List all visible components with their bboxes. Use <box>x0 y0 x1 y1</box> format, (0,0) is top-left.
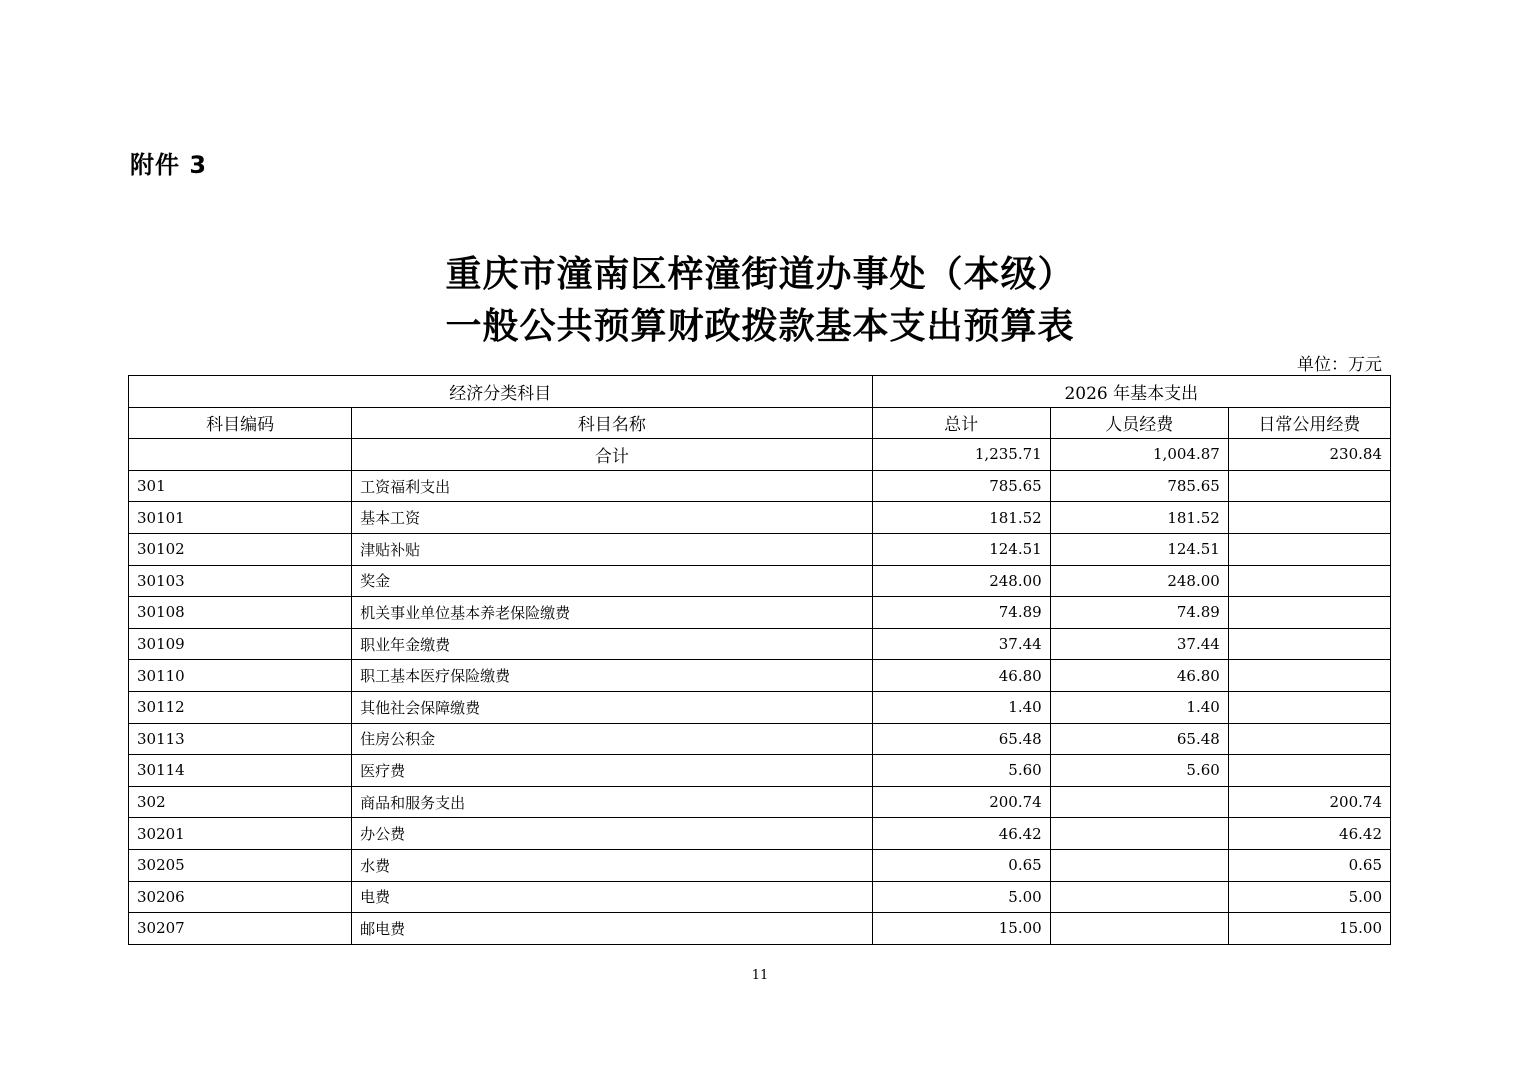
row-code-cell: 30112 <box>129 691 352 723</box>
row-total-cell: 5.60 <box>872 755 1050 787</box>
row-code-cell: 30205 <box>129 849 352 881</box>
table-row <box>129 691 1391 723</box>
row-daily-cell: 15.00 <box>1228 913 1390 945</box>
row-personnel-cell <box>1050 786 1228 818</box>
row-name-cell: 基本工资 <box>352 502 872 534</box>
personnel-column-header: 人员经费 <box>1050 407 1228 439</box>
row-personnel-cell <box>1050 881 1228 913</box>
row-daily-cell: 0.65 <box>1228 849 1390 881</box>
row-daily-cell <box>1228 470 1390 502</box>
row-personnel-cell: 248.00 <box>1050 565 1228 597</box>
row-code-cell: 30113 <box>129 723 352 755</box>
row-personnel-cell <box>1050 849 1228 881</box>
row-total-cell: 124.51 <box>872 533 1050 565</box>
row-daily-cell <box>1228 691 1390 723</box>
row-daily-cell: 200.74 <box>1228 786 1390 818</box>
table-row <box>129 881 1391 913</box>
table-row <box>129 628 1391 660</box>
row-daily-cell <box>1228 502 1390 534</box>
row-personnel-cell <box>1050 913 1228 945</box>
row-daily-cell <box>1228 565 1390 597</box>
row-daily-cell <box>1228 597 1390 629</box>
row-personnel-cell: 785.65 <box>1050 470 1228 502</box>
row-name-cell: 奖金 <box>352 565 872 597</box>
row-personnel-cell: 5.60 <box>1050 755 1228 787</box>
document-title-line-1: 重庆市潼南区梓潼街道办事处（本级） <box>445 254 1075 295</box>
table-row <box>129 913 1391 945</box>
column-header-row <box>129 407 1391 439</box>
summary-personnel: 1,004.87 <box>1050 439 1228 471</box>
row-name-cell: 工资福利支出 <box>352 470 872 502</box>
table-row <box>129 597 1391 629</box>
row-code-cell: 30109 <box>129 628 352 660</box>
summary-total: 1,235.71 <box>872 439 1050 471</box>
table-row <box>129 755 1391 787</box>
row-name-cell: 商品和服务支出 <box>352 786 872 818</box>
row-name-cell: 机关事业单位基本养老保险缴费 <box>352 597 872 629</box>
row-code-cell: 30201 <box>129 818 352 850</box>
table-row <box>129 533 1391 565</box>
expenditure-group-header: 2026 年基本支出 <box>872 376 1390 408</box>
name-column-header: 科目名称 <box>352 407 872 439</box>
row-name-cell: 职业年金缴费 <box>352 628 872 660</box>
row-daily-cell: 46.42 <box>1228 818 1390 850</box>
row-total-cell: 181.52 <box>872 502 1050 534</box>
row-personnel-cell: 74.89 <box>1050 597 1228 629</box>
row-personnel-cell: 181.52 <box>1050 502 1228 534</box>
row-total-cell: 785.65 <box>872 470 1050 502</box>
row-code-cell: 30108 <box>129 597 352 629</box>
row-personnel-cell: 37.44 <box>1050 628 1228 660</box>
row-total-cell: 1.40 <box>872 691 1050 723</box>
summary-daily: 230.84 <box>1228 439 1390 471</box>
row-total-cell: 65.48 <box>872 723 1050 755</box>
table-row <box>129 849 1391 881</box>
row-total-cell: 74.89 <box>872 597 1050 629</box>
row-daily-cell <box>1228 628 1390 660</box>
budget-table <box>128 375 1391 945</box>
row-name-cell: 其他社会保障缴费 <box>352 691 872 723</box>
row-name-cell: 住房公积金 <box>352 723 872 755</box>
row-code-cell: 30206 <box>129 881 352 913</box>
row-total-cell: 5.00 <box>872 881 1050 913</box>
row-total-cell: 0.65 <box>872 849 1050 881</box>
row-personnel-cell: 65.48 <box>1050 723 1228 755</box>
row-code-cell: 30101 <box>129 502 352 534</box>
row-name-cell: 津贴补贴 <box>352 533 872 565</box>
row-code-cell: 30114 <box>129 755 352 787</box>
unit-label: 单位：万元 <box>1297 355 1382 375</box>
row-personnel-cell <box>1050 818 1228 850</box>
table-row <box>129 470 1391 502</box>
row-total-cell: 46.42 <box>872 818 1050 850</box>
row-name-cell: 水费 <box>352 849 872 881</box>
row-personnel-cell: 1.40 <box>1050 691 1228 723</box>
table-row <box>129 786 1391 818</box>
row-name-cell: 职工基本医疗保险缴费 <box>352 660 872 692</box>
row-name-cell: 医疗费 <box>352 755 872 787</box>
row-name-cell: 邮电费 <box>352 913 872 945</box>
group-header-row <box>129 376 1391 408</box>
row-name-cell: 电费 <box>352 881 872 913</box>
row-code-cell: 30102 <box>129 533 352 565</box>
row-daily-cell <box>1228 533 1390 565</box>
table-row <box>129 502 1391 534</box>
row-daily-cell <box>1228 660 1390 692</box>
row-total-cell: 37.44 <box>872 628 1050 660</box>
row-code-cell: 30207 <box>129 913 352 945</box>
table-row <box>129 565 1391 597</box>
page-number: 11 <box>751 968 769 983</box>
row-total-cell: 15.00 <box>872 913 1050 945</box>
daily-column-header: 日常公用经费 <box>1228 407 1390 439</box>
row-total-cell: 248.00 <box>872 565 1050 597</box>
table-row <box>129 723 1391 755</box>
row-total-cell: 46.80 <box>872 660 1050 692</box>
summary-code-cell <box>129 439 352 471</box>
summary-row <box>129 439 1391 471</box>
code-column-header: 科目编码 <box>129 407 352 439</box>
row-daily-cell: 5.00 <box>1228 881 1390 913</box>
row-total-cell: 200.74 <box>872 786 1050 818</box>
row-personnel-cell: 124.51 <box>1050 533 1228 565</box>
row-daily-cell <box>1228 755 1390 787</box>
row-code-cell: 302 <box>129 786 352 818</box>
row-code-cell: 30110 <box>129 660 352 692</box>
total-column-header: 总计 <box>872 407 1050 439</box>
document-title-line-2: 一般公共预算财政拨款基本支出预算表 <box>445 306 1075 347</box>
row-personnel-cell: 46.80 <box>1050 660 1228 692</box>
attachment-label: 附件 3 <box>130 151 208 179</box>
row-code-cell: 30103 <box>129 565 352 597</box>
summary-label: 合计 <box>352 439 872 471</box>
row-name-cell: 办公费 <box>352 818 872 850</box>
row-code-cell: 301 <box>129 470 352 502</box>
classification-group-header: 经济分类科目 <box>129 376 873 408</box>
row-daily-cell <box>1228 723 1390 755</box>
table-row <box>129 660 1391 692</box>
table-row <box>129 818 1391 850</box>
